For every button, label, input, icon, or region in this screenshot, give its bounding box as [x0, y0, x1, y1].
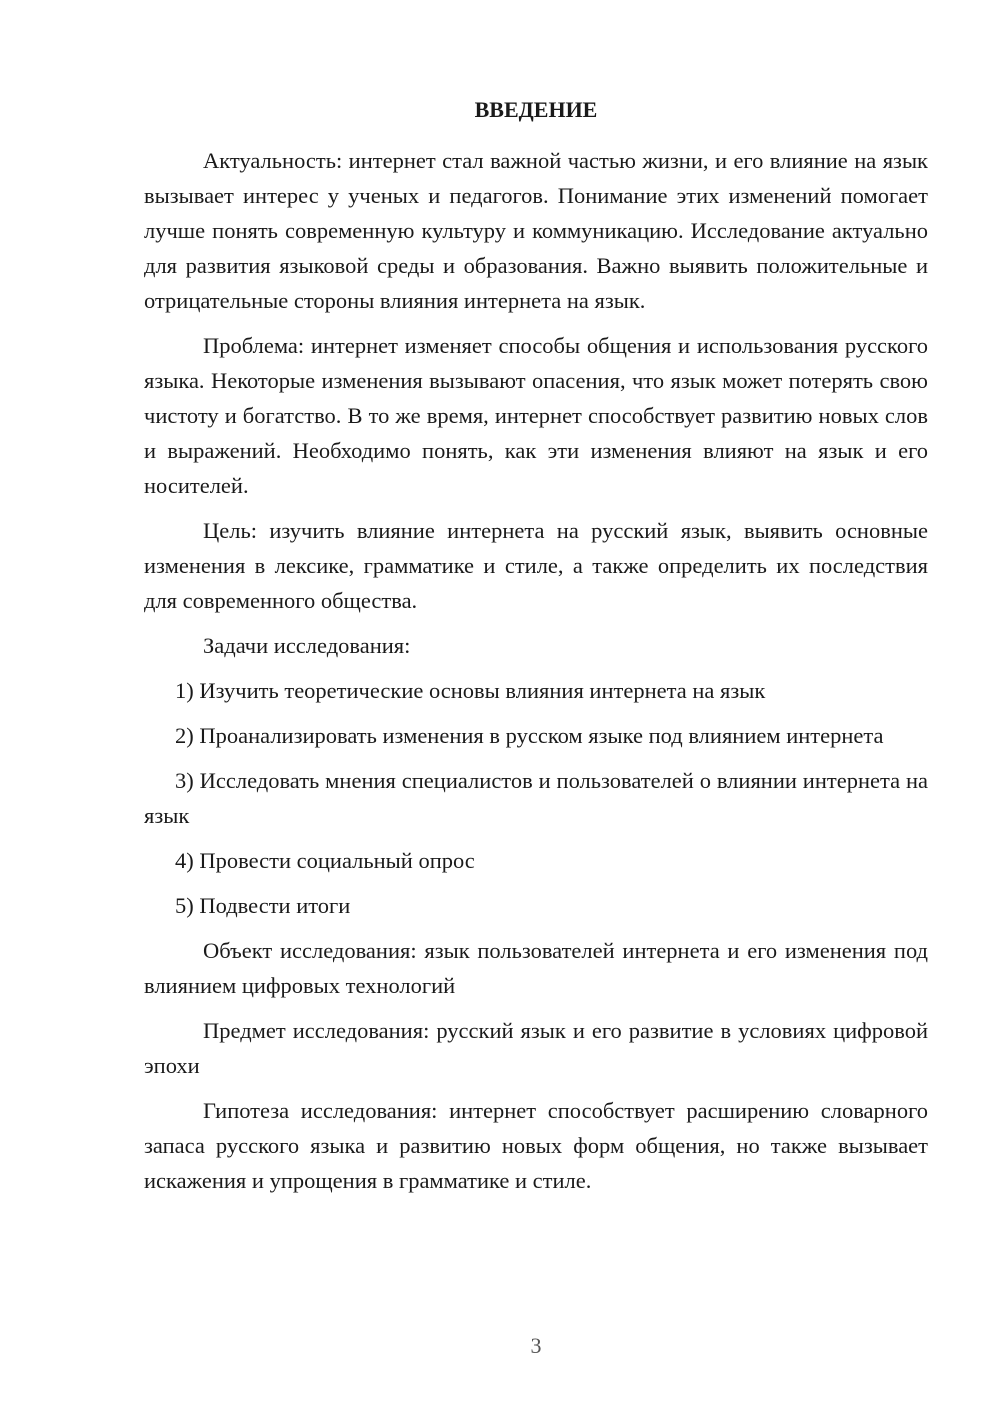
- paragraph-problem: Проблема: интернет изменяет способы общения и использования русского языка. Некоторые изменения вызывают опасения, что язык может потерять свою чистоту и богатство. В то же время, интернет способствует развитию новых слов и выражений. Необходимо понять, как эти изменения влияют на язык и его носителей.: [144, 333, 928, 498]
- page-number: 3: [530, 1333, 542, 1358]
- list-item-task-2: 2) Проанализировать изменения в русском языке под влиянием интернета: [175, 723, 884, 748]
- paragraph-subject: Предмет исследования: русский язык и его развитие в условиях цифровой эпохи: [144, 1018, 928, 1078]
- list-item-task-1: 1) Изучить теоретические основы влияния интернета на язык: [175, 678, 766, 703]
- tasks-title: Задачи исследования:: [203, 633, 411, 658]
- paragraph-object: Объект исследования: язык пользователей интернета и его изменения под влиянием цифровых технологий: [144, 938, 928, 998]
- list-item-task-5: 5) Подвести итоги: [175, 893, 351, 918]
- paragraph-relevance: Актуальность: интернет стал важной частью жизни, и его влияние на язык вызывает интерес у ученых и педагогов. Понимание этих изменений помогает лучше понять современную культуру и коммуникацию. Исследование актуально для развития языковой среды и образования. Важно выявить положительные и отрицательные стороны влияния интернета на язык.: [144, 148, 928, 313]
- page-title: ВВЕДЕНИЕ: [474, 97, 598, 122]
- list-item-task-4: 4) Провести социальный опрос: [175, 848, 475, 873]
- paragraph-goal: Цель: изучить влияние интернета на русский язык, выявить основные изменения в лексике, грамматике и стиле, а также определить их последствия для современного общества.: [144, 518, 928, 613]
- document-body: [144, 143, 928, 1198]
- list-item-task-3: 3) Исследовать мнения специалистов и пользователей о влиянии интернета на язык: [144, 768, 928, 828]
- paragraph-hypothesis: Гипотеза исследования: интернет способствует расширению словарного запаса русского языка и развитию новых форм общения, но также вызывает искажения и упрощения в грамматике и стиле.: [144, 1098, 928, 1193]
